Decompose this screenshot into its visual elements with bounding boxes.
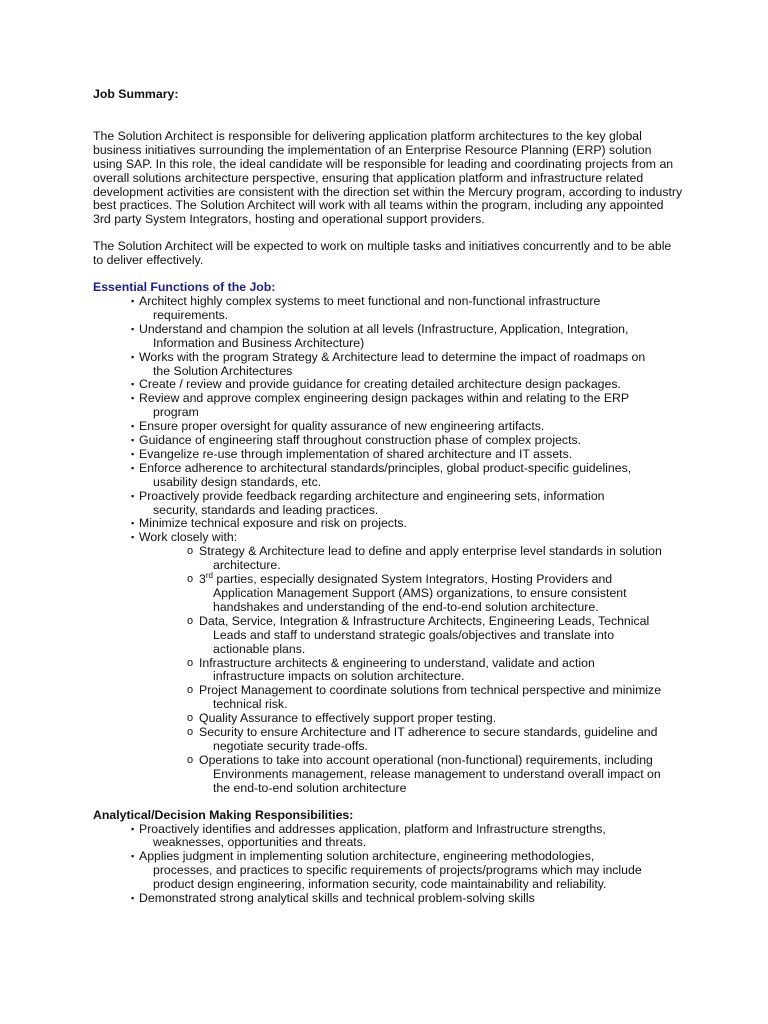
summary-paragraph-1: The Solution Architect is responsible for delivering application platform architectures to the key global business initiatives surrounding the implementation of an Enterprise Resource Planning (ERP) solution using SAP. In this role, the ideal candidate will be responsible for leading and coordinating projects from an overall solutions architecture perspective, ensuring that application platform and infrastructure related development activities are consistent with the direction set within the Mercury program, according to industry best practices. The Solution Architect will work with all teams within the program, including any appointed 3rd party System Integrators, hosting and operational support providers. bbox=[93, 128, 683, 227]
list-item bbox=[131, 293, 683, 323]
sub-list-item bbox=[187, 683, 683, 712]
list-item-text-cont: product design engineering, information security, code maintainability and reliability. bbox=[153, 877, 607, 892]
circle-bullet-icon: o bbox=[187, 545, 194, 558]
circle-bullet-icon: o bbox=[187, 684, 194, 697]
list-item bbox=[131, 530, 683, 795]
bullet-icon: ▪ bbox=[131, 490, 135, 501]
sub-list-item bbox=[187, 725, 683, 754]
ordinal-number: 3 bbox=[199, 572, 206, 587]
sub-item-text: Data, Service, Integration & Infrastructure Architects, Engineering Leads, Technical bbox=[199, 613, 650, 628]
sub-list-item bbox=[187, 655, 683, 685]
bullet-icon: ▪ bbox=[131, 351, 135, 362]
list-item-text: Review and approve complex engineering design packages within and relating to the ERP bbox=[139, 391, 630, 406]
sub-item-text-cont: infrastructure impacts on solution architecture. bbox=[213, 669, 465, 684]
bullet-icon: ▪ bbox=[131, 435, 135, 446]
sub-list-item bbox=[187, 752, 683, 796]
list-item-text-cont: program bbox=[153, 405, 199, 420]
sub-item-text-cont: Environments management, release management to understand overall impact on bbox=[213, 766, 661, 781]
list-item-text: Guidance of engineering staff throughout construction phase of complex projects. bbox=[139, 433, 582, 448]
list-item bbox=[131, 433, 683, 448]
circle-bullet-icon: o bbox=[187, 573, 194, 586]
list-item-text: Understand and champion the solution at all levels (Infrastructure, Application, Integration, bbox=[139, 321, 629, 336]
sub-item-text-cont: handshakes and understanding of the end-to-end solution architecture. bbox=[213, 599, 599, 614]
sub-list-item bbox=[187, 613, 683, 657]
list-item bbox=[131, 321, 683, 351]
bullet-icon: ▪ bbox=[131, 851, 135, 862]
bullet-icon: ▪ bbox=[131, 295, 135, 306]
job-summary-heading: Job Summary: bbox=[93, 87, 179, 101]
list-item bbox=[131, 349, 683, 379]
list-item bbox=[131, 488, 683, 518]
list-item-text: Evangelize re-use through implementation of shared architecture and IT assets. bbox=[139, 446, 573, 461]
list-item-text: Minimize technical exposure and risk on projects. bbox=[139, 516, 407, 531]
sub-list-item bbox=[187, 571, 683, 615]
list-item-text-cont: requirements. bbox=[153, 307, 229, 322]
bullet-icon: ▪ bbox=[131, 379, 135, 390]
bullet-icon: ▪ bbox=[131, 518, 135, 529]
bullet-icon: ▪ bbox=[131, 823, 135, 834]
list-item-text-cont: Information and Business Architecture) bbox=[153, 335, 365, 350]
list-item-text-cont: usability design standards, etc. bbox=[153, 474, 322, 489]
analytical-heading: Analytical/Decision Making Responsibilities: bbox=[93, 807, 354, 822]
list-item bbox=[131, 891, 683, 906]
sub-item-text: Project Management to coordinate solutions from technical perspective and minimize bbox=[199, 683, 662, 698]
bullet-icon: ▪ bbox=[131, 393, 135, 404]
sub-item-text: Strategy & Architecture lead to define and apply enterprise level standards in solution bbox=[199, 544, 662, 559]
circle-bullet-icon: o bbox=[187, 712, 194, 725]
sub-item-text bbox=[199, 573, 683, 587]
sub-item-text-cont: Application Management Support (AMS) organizations, to ensure consistent bbox=[213, 586, 627, 600]
list-item-text: Architect highly complex systems to meet functional and non-functional infrastructure bbox=[139, 293, 601, 308]
list-item-text: Applies judgment in implementing solution architecture, engineering methodologies, bbox=[139, 849, 595, 864]
list-item-text: Work closely with: bbox=[139, 530, 238, 545]
essential-functions-list bbox=[93, 295, 683, 796]
list-item bbox=[131, 849, 683, 892]
work-with-list bbox=[139, 545, 683, 795]
sub-item-text-cont: architecture. bbox=[213, 558, 281, 573]
list-item bbox=[131, 821, 683, 851]
circle-bullet-icon: o bbox=[187, 753, 194, 766]
circle-bullet-icon: o bbox=[187, 614, 194, 627]
list-item-text: Proactively identifies and addresses application, platform and Infrastructure strengths, bbox=[139, 821, 606, 836]
sub-item-text-cont: actionable plans. bbox=[213, 641, 306, 656]
bullet-icon: ▪ bbox=[131, 448, 135, 459]
sub-list-item bbox=[187, 711, 683, 726]
sub-item-text-cont: technical risk. bbox=[213, 697, 288, 712]
list-item-text-cont: processes, and practices to specific requirements of projects/programs which may include bbox=[153, 863, 642, 878]
list-item bbox=[131, 446, 683, 462]
ordinal-suffix: rd bbox=[205, 571, 213, 580]
sub-item-text-cont: negotiate security trade-offs. bbox=[213, 738, 368, 753]
list-item-text: Demonstrated strong analytical skills and technical problem-solving skills bbox=[139, 891, 535, 906]
document-page bbox=[93, 88, 683, 906]
sub-item-text-body: parties, especially designated System Integrators, Hosting Providers and bbox=[216, 572, 613, 587]
circle-bullet-icon: o bbox=[187, 726, 194, 739]
sub-item-text-cont: Leads and staff to understand strategic goals/objectives and translate into bbox=[213, 627, 615, 642]
list-item bbox=[131, 419, 683, 434]
sub-item-text: Operations to take into account operational (non-functional) requirements, including bbox=[199, 752, 653, 767]
analytical-list bbox=[93, 823, 683, 906]
bullet-icon: ▪ bbox=[131, 421, 135, 432]
list-item-text: Enforce adherence to architectural standards/principles, global product-specific guidelines, bbox=[139, 460, 632, 475]
list-item-text-cont: weaknesses, opportunities and threats. bbox=[153, 835, 367, 850]
sub-list-item bbox=[187, 544, 683, 573]
circle-bullet-icon: o bbox=[187, 656, 194, 669]
list-item-text-cont: the Solution Architectures bbox=[153, 363, 293, 378]
list-item bbox=[131, 391, 683, 420]
bullet-icon: ▪ bbox=[131, 532, 135, 543]
list-item-text: Create / review and provide guidance for creating detailed architecture design packages. bbox=[139, 377, 621, 392]
list-item-text: Proactively provide feedback regarding architecture and engineering sets, information bbox=[139, 488, 605, 503]
bullet-icon: ▪ bbox=[131, 323, 135, 334]
list-item bbox=[131, 377, 683, 392]
bullet-icon: ▪ bbox=[131, 462, 135, 473]
essential-functions-heading: Essential Functions of the Job: bbox=[93, 280, 276, 295]
list-item bbox=[131, 460, 683, 490]
sub-item-text-cont: the end-to-end solution architecture bbox=[213, 780, 407, 795]
list-item-text: Ensure proper oversight for quality assurance of new engineering artifacts. bbox=[139, 419, 545, 434]
sub-item-text: Infrastructure architects & engineering to understand, validate and action bbox=[199, 655, 595, 670]
list-item bbox=[131, 516, 683, 531]
sub-item-text: Security to ensure Architecture and IT adherence to secure standards, guideline and bbox=[199, 725, 658, 740]
sub-item-text: Quality Assurance to effectively support proper testing. bbox=[199, 711, 497, 726]
summary-paragraph-2: The Solution Architect will be expected to work on multiple tasks and initiatives concurrently and to be able to deliver effectively. bbox=[93, 239, 672, 268]
list-item-text-cont: security, standards and leading practices. bbox=[153, 502, 379, 517]
bullet-icon: ▪ bbox=[131, 893, 135, 904]
list-item-text: Works with the program Strategy & Architecture lead to determine the impact of roadmaps on bbox=[139, 349, 646, 364]
